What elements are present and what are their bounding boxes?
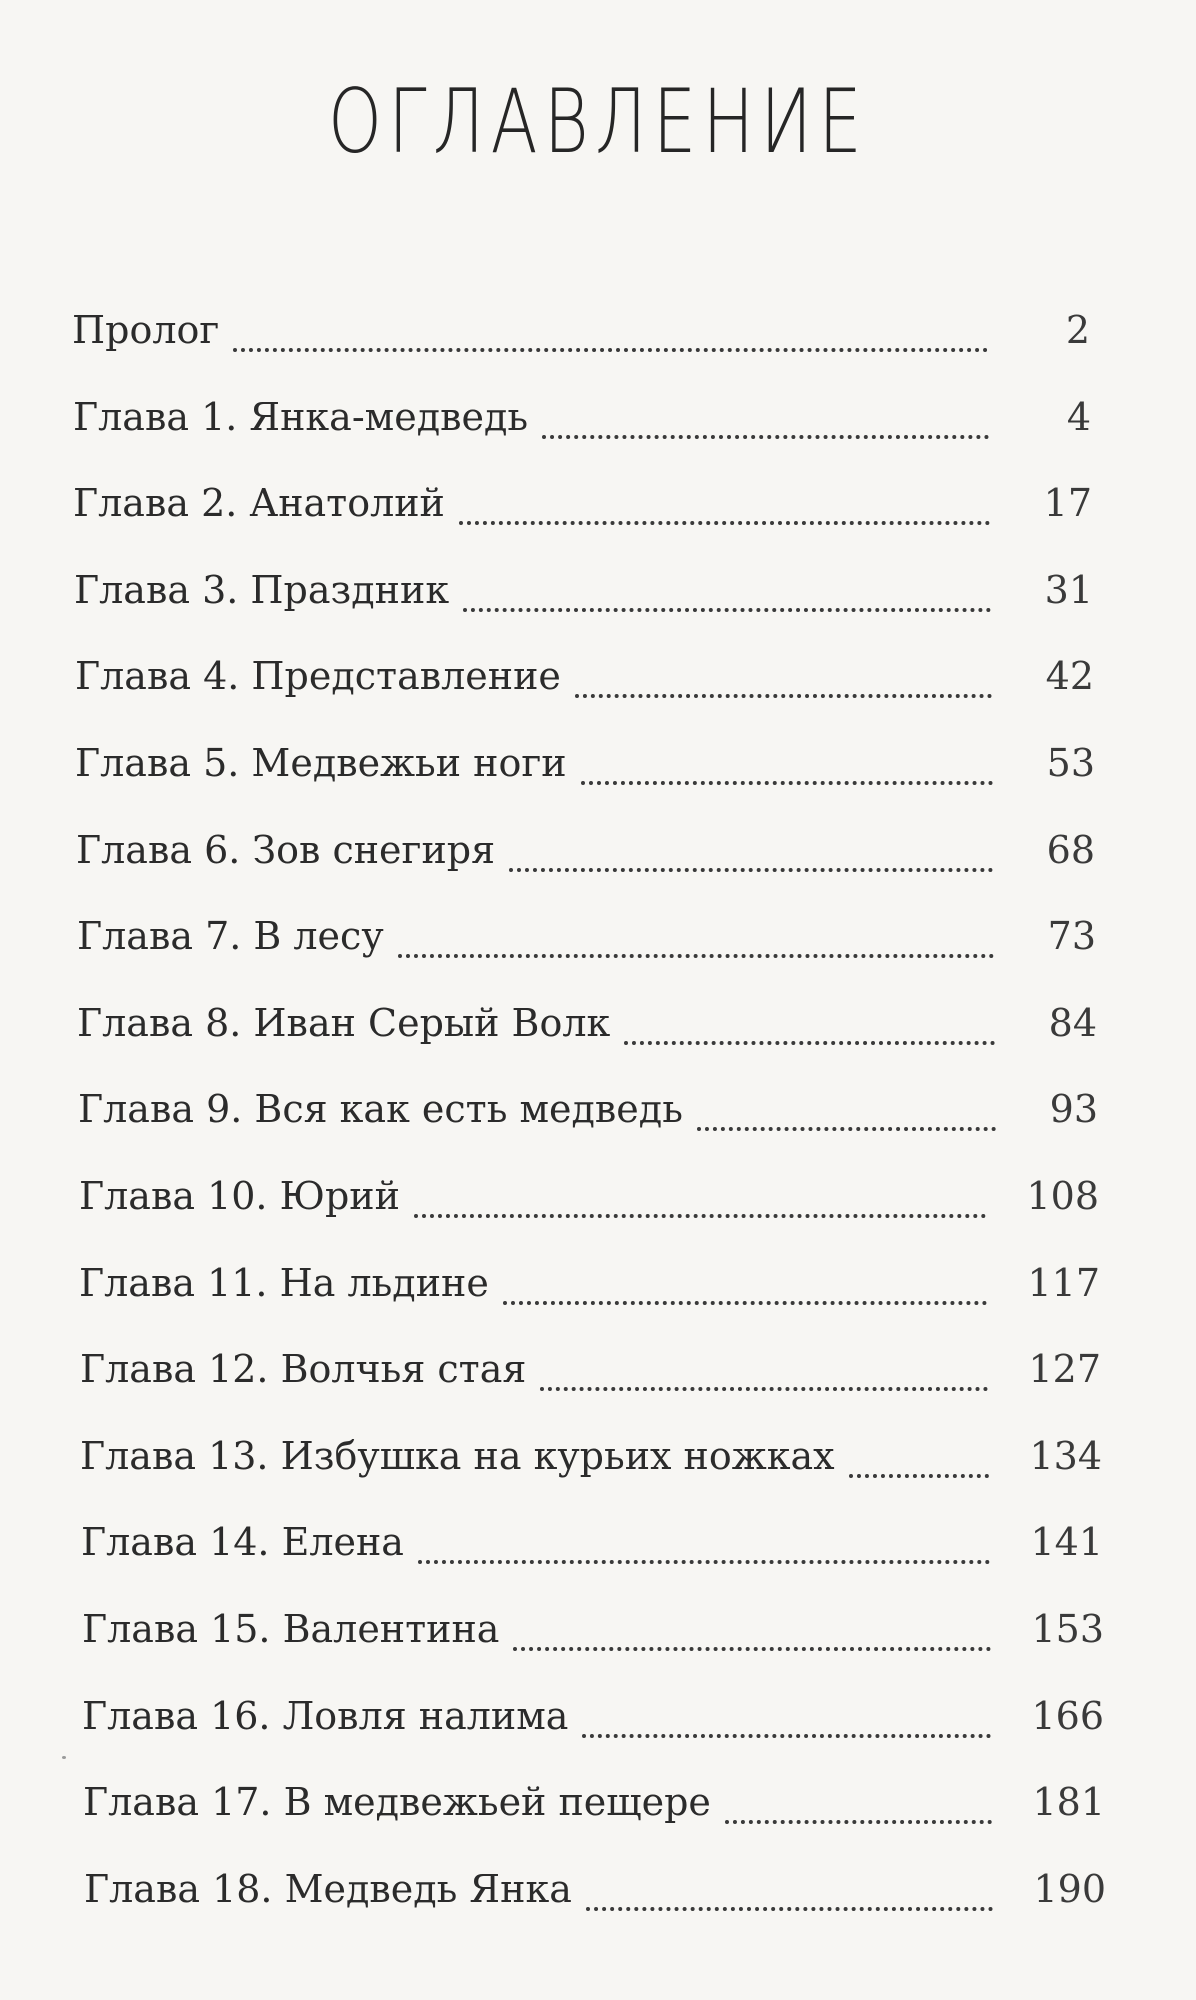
toc-entry-title: Глава 1. Янка-медведь <box>73 395 529 439</box>
toc-entry-page-number: 17 <box>1043 481 1092 525</box>
dot-leader <box>582 1734 991 1738</box>
toc-entry-page-number: 153 <box>1031 1607 1104 1651</box>
toc-entry-page-number: 4 <box>1066 395 1091 439</box>
dot-leader <box>459 521 990 525</box>
dot-leader <box>586 1907 994 1911</box>
toc-entry-title: Глава 13. Избушка на курьих ножках <box>80 1434 835 1478</box>
dot-leader <box>509 868 993 872</box>
toc-entry-page-number: 141 <box>1030 1520 1103 1564</box>
toc-entry <box>84 1859 1106 1919</box>
dot-leader <box>697 1127 996 1131</box>
dot-leader <box>542 435 989 439</box>
toc-entry-page-number: 108 <box>1026 1174 1099 1218</box>
toc-entry-page-number: 84 <box>1048 1001 1097 1045</box>
toc-entry-title: Глава 8. Иван Серый Волк <box>77 1001 611 1045</box>
toc-entry-page-number: 181 <box>1032 1780 1105 1824</box>
toc-entry-page-number: 73 <box>1047 914 1096 958</box>
toc-entry <box>81 1512 1103 1572</box>
dot-leader <box>575 694 992 698</box>
toc-entry <box>72 300 1090 360</box>
toc-entry-title: Глава 4. Представление <box>75 654 561 698</box>
dot-leader <box>463 608 991 612</box>
dot-leader <box>233 348 988 352</box>
toc-entry-title: Пролог <box>72 308 220 352</box>
page-title: ОГЛАВЛЕНИЕ <box>328 70 868 173</box>
toc-entry-page-number: 68 <box>1046 828 1095 872</box>
toc-entry-page-number: 166 <box>1031 1694 1104 1738</box>
toc-entry-title: Глава 14. Елена <box>81 1520 404 1564</box>
toc-entry-title: Глава 17. В медвежьей пещере <box>83 1780 711 1824</box>
dot-leader <box>581 781 993 785</box>
toc-entry-page-number: 42 <box>1045 654 1094 698</box>
toc-entry-page-number: 2 <box>1065 308 1090 352</box>
toc-entry <box>82 1686 1104 1746</box>
toc-entry-title: Глава 7. В лесу <box>77 914 384 958</box>
toc-entry-title: Глава 2. Анатолий <box>73 481 445 525</box>
dot-leader <box>418 1560 991 1564</box>
dot-leader <box>398 954 994 958</box>
toc-entry-title: Глава 12. Волчья стая <box>80 1347 527 1391</box>
toc-entry <box>83 1772 1105 1832</box>
toc-entry-title: Глава 10. Юрий <box>79 1174 400 1218</box>
toc-entry <box>74 560 1093 620</box>
toc-entry <box>82 1599 1104 1659</box>
dot-leader <box>849 1474 990 1478</box>
toc-entry <box>75 733 1095 793</box>
dot-leader <box>503 1301 988 1305</box>
toc-entry-page-number: 31 <box>1044 568 1093 612</box>
toc-entry-title: Глава 11. На льдине <box>79 1261 489 1305</box>
toc-entry <box>77 993 1097 1053</box>
toc-entry-title: Глава 3. Праздник <box>74 568 450 612</box>
toc-entry <box>77 906 1096 966</box>
toc-entry-title: Глава 5. Медвежьи ноги <box>75 741 567 785</box>
toc-entry-title: Глава 9. Вся как есть медведь <box>78 1087 683 1131</box>
toc-entry-title: Глава 16. Ловля налима <box>82 1694 569 1738</box>
toc-entry-title: Глава 6. Зов снегиря <box>76 828 496 872</box>
toc-entry-title: Глава 18. Медведь Янка <box>84 1867 572 1911</box>
toc-entry <box>80 1339 1101 1399</box>
toc-entry-page-number: 53 <box>1046 741 1095 785</box>
toc-entry-page-number: 93 <box>1049 1087 1098 1131</box>
toc-entry <box>76 820 1095 880</box>
toc-entry <box>80 1426 1102 1486</box>
toc-entry-title: Глава 15. Валентина <box>82 1607 500 1651</box>
toc-entry-page-number: 190 <box>1033 1867 1106 1911</box>
dot-leader <box>513 1647 991 1651</box>
toc-entry <box>79 1166 1099 1226</box>
toc-entry-page-number: 127 <box>1028 1347 1101 1391</box>
toc-entry <box>73 473 1092 533</box>
dot-leader <box>624 1041 995 1045</box>
toc-entry <box>79 1253 1100 1313</box>
toc-entry <box>75 646 1094 706</box>
toc-entry-page-number: 134 <box>1029 1434 1102 1478</box>
ink-speck <box>62 1756 66 1759</box>
toc-entry <box>73 387 1091 447</box>
dot-leader <box>540 1387 988 1391</box>
dot-leader <box>725 1820 993 1824</box>
toc-entry-page-number: 117 <box>1027 1261 1100 1305</box>
dot-leader <box>414 1214 987 1218</box>
table-of-contents <box>0 300 1196 1950</box>
toc-entry <box>78 1079 1098 1139</box>
